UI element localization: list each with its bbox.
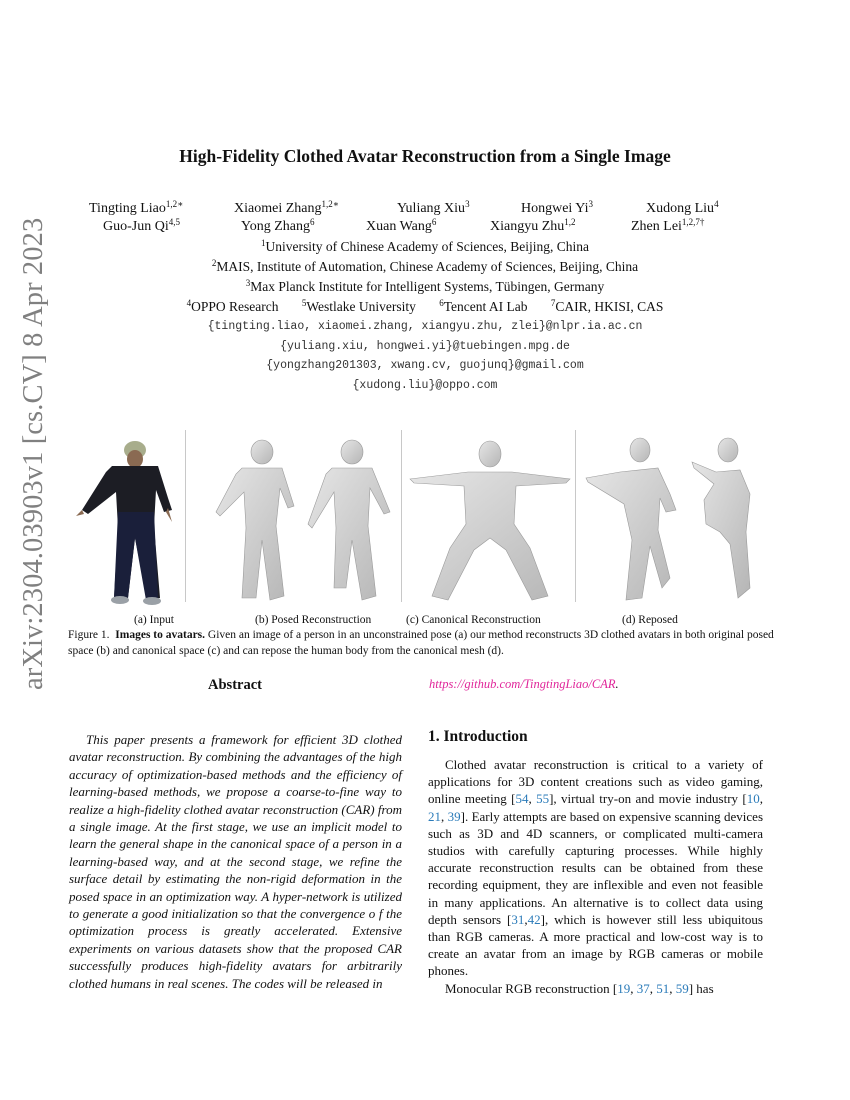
- author: Xudong Liu$^4$: [646, 199, 719, 216]
- canonical-reconstruction-image: [406, 428, 574, 606]
- citation-link[interactable]: 19: [617, 980, 631, 996]
- citation-link[interactable]: 21: [428, 808, 441, 824]
- figure-1: [72, 428, 780, 606]
- author: Tingting Liao$^{1,2∗}$: [89, 199, 184, 216]
- author: Zhen Lei$^{1,2,7\dagger}$: [631, 217, 705, 234]
- citation-link[interactable]: 59: [675, 980, 689, 996]
- abstract-heading: Abstract: [208, 677, 262, 693]
- introduction-body: [428, 756, 763, 997]
- citation-link[interactable]: 42: [527, 911, 541, 927]
- paragraph: Monocular RGB reconstruction [19, 37, 51, 59] has: [445, 980, 714, 996]
- reposed-image: [580, 428, 780, 606]
- arxiv-identifier: arXiv:2304.03903v1 [cs.CV] 8 Apr 2023: [18, 217, 49, 690]
- citation-link[interactable]: 10: [746, 791, 760, 807]
- citation-link[interactable]: 55: [536, 791, 550, 807]
- author: Yong Zhang$^6$: [241, 217, 315, 234]
- author: Hongwei Yi$^3$: [521, 199, 594, 216]
- citation-link[interactable]: 37: [636, 980, 650, 996]
- posed-reconstruction-image: [190, 428, 400, 606]
- affiliation: $^2$MAIS, Institute of Automation, Chinese Academy of Sciences, Beijing, China: [211, 258, 639, 274]
- figure-caption: Figure 1. Images to avatars. Given an image of a person in an unconstrained pose (a) our method reconstructs 3D clothed avatars in both original posed space (b) and canonical space (c) and can repose the human body from the canonical mesh (d).: [68, 629, 774, 657]
- github-link[interactable]: https://github.com/TingtingLiao/CAR: [429, 677, 616, 691]
- affiliation-row: [0, 299, 850, 315]
- subcaption-reposed: (d) Reposed: [622, 614, 678, 626]
- subcaption-posed: (b) Posed Reconstruction: [255, 614, 372, 626]
- author: Yuliang Xiu$^3$: [397, 199, 470, 216]
- section-heading: 1. Introduction: [428, 728, 528, 745]
- author: Xiaomei Zhang$^{1,2∗}$: [234, 199, 339, 216]
- email-line: {xudong.liu}@oppo.com: [352, 379, 498, 392]
- abstract-body: This paper presents a framework for efficient 3D clothed avatar reconstruction. By combining the advantages of the high accuracy of optimization-based methods and the efficiency of learning-based methods, we propose a coarse-to-fine way to realize a high-fidelity clothed avatar reconstruction (CAR) from a single image. At the first stage, we use an implicit model to learn the general shape in the canonical space of a person in a learning-based way, and at the second stage, we refine the surface detail by estimating the non-rigid deformation in the posed space in an optimization way. A hyper-network is utilized to generate a good initialization so that the convergence o f the optimization process is greatly accelerated. Extensive experiments on various datasets show that the proposed CAR successfully produces high-fidelity avatars for arbitrarily clothed humans in real scenes. The codes will be released in: [69, 732, 402, 991]
- email-line: {tingting.liao, xiaomei.zhang, xiangyu.zhu, zlei}@nlpr.ia.ac.cn: [207, 320, 643, 333]
- figure-divider: [575, 430, 576, 602]
- citation-link[interactable]: 51: [656, 980, 670, 996]
- affiliation: $^3$Max Planck Institute for Intelligent Systems, Tübingen, Germany: [245, 278, 605, 294]
- affiliation: $^6$Tencent AI Lab: [439, 298, 528, 314]
- figure-divider: [185, 430, 186, 602]
- affiliation: $^5$Westlake University: [301, 298, 416, 314]
- input-photo-image: [72, 428, 180, 606]
- affiliation: $^1$University of Chinese Academy of Sciences, Beijing, China: [260, 238, 590, 254]
- affiliation: $^4$OPPO Research: [186, 298, 279, 314]
- author: Guo-Jun Qi$^{4,5}$: [103, 217, 180, 234]
- affiliation: $^7$CAIR, HKISI, CAS: [550, 298, 664, 314]
- email-line: {yuliang.xiu, hongwei.yi}@tuebingen.mpg.de: [280, 340, 570, 353]
- author: Xiangyu Zhu$^{1,2}$: [490, 217, 576, 234]
- citation-link[interactable]: 39: [447, 808, 461, 824]
- citation-link[interactable]: 31: [511, 911, 525, 927]
- author: Xuan Wang$^6$: [366, 217, 437, 234]
- citation-link[interactable]: 54: [515, 791, 529, 807]
- paragraph: Clothed avatar reconstruction is critical to a variety of applications for 3D content creations such as video gaming, online meeting [54, 55], virtual try-on and movie industry [10, 21, 39]. Early attempts are based on expensive scanning devices such as 3D and 4D scanners, or complicated multi-camera studios with carefully capturing processes. While highly accurate reconstruction results can be obtained from these recording equipment, they are inflexible and even not feasible in many applications. An alternative is to collect data using depth sensors [31,42], which is however still less ubiquitous than RGB cameras. A more practical and low-cost way is to create an avatar from an image by RGB cameras or mobile phones.: [428, 757, 764, 979]
- email-line: {yongzhang201303, xwang.cv, guojunq}@gmail.com: [266, 359, 584, 372]
- code-link-line: https://github.com/TingtingLiao/CAR.: [429, 677, 619, 691]
- subcaption-input: (a) Input: [134, 614, 174, 626]
- paper-title: High-Fidelity Clothed Avatar Reconstruction from a Single Image: [179, 146, 671, 166]
- subcaption-canonical: (c) Canonical Reconstruction: [406, 614, 541, 626]
- figure-divider: [401, 430, 402, 602]
